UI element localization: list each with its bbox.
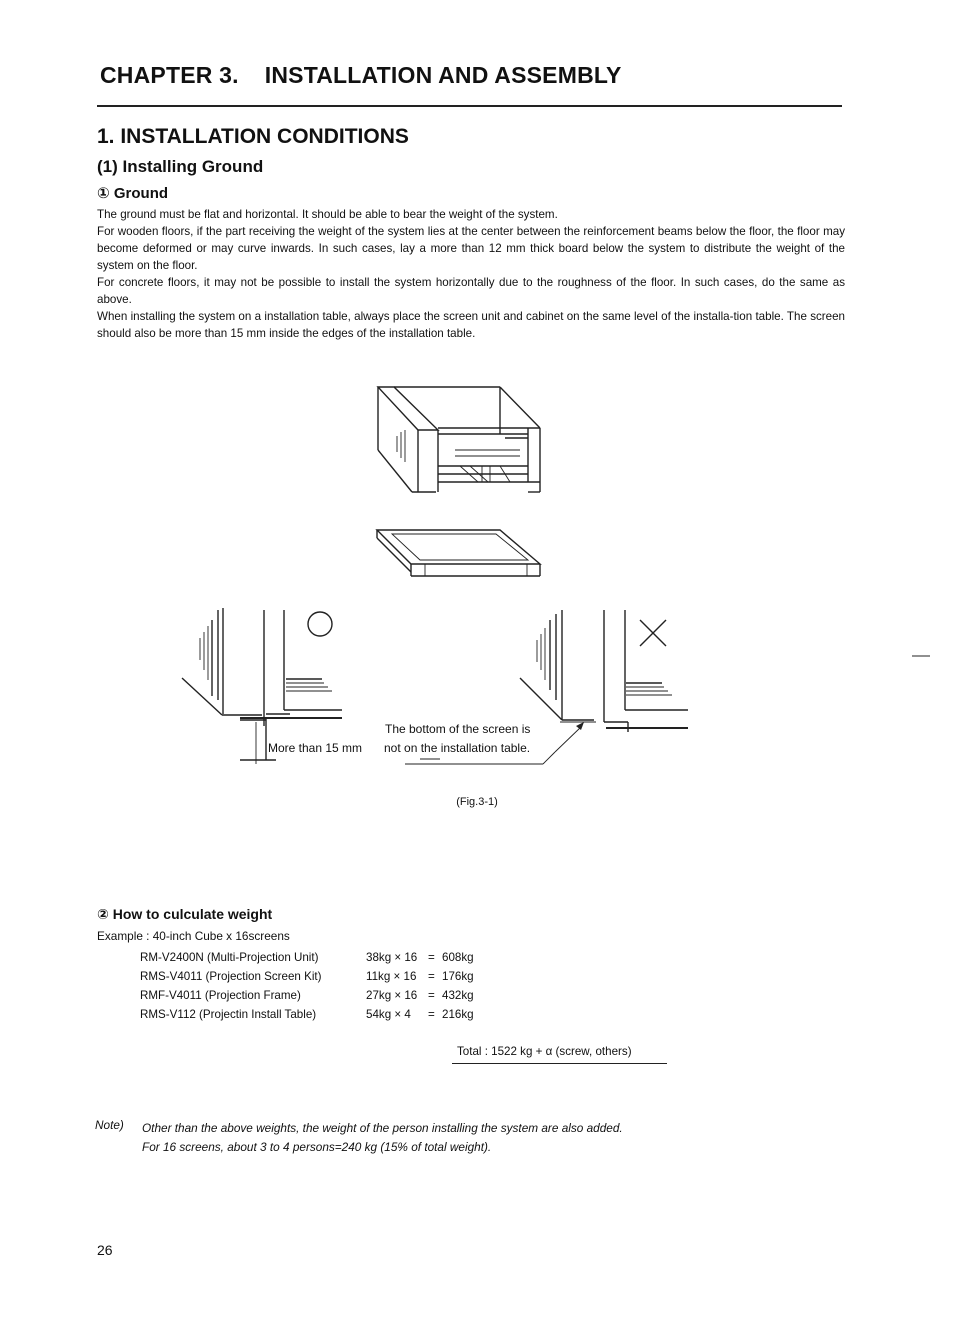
weight-item-qty: 11kg × 16 bbox=[366, 970, 417, 983]
weight-item-name: RMS-V112 (Projectin Install Table) bbox=[140, 1008, 317, 1021]
weight-calc-example: Example : 40-inch Cube x 16screens bbox=[97, 929, 290, 943]
chapter-number: CHAPTER 3. bbox=[100, 62, 239, 88]
weight-item-eq: = bbox=[428, 989, 435, 1002]
subsection-title: (1) Installing Ground bbox=[97, 157, 264, 176]
table-row bbox=[140, 948, 512, 967]
cabinet-illustration bbox=[378, 387, 540, 492]
weight-item-eq: = bbox=[428, 951, 435, 964]
table-row bbox=[140, 1005, 512, 1024]
chapter-title bbox=[100, 62, 622, 89]
weight-total-underline bbox=[452, 1063, 667, 1064]
weight-item-name: RMS-V4011 (Projection Screen Kit) bbox=[140, 970, 322, 983]
weight-item-name: RMF-V4011 (Projection Frame) bbox=[140, 989, 301, 1002]
figure-label-more-than-15mm: More than 15 mm bbox=[268, 741, 363, 755]
weight-total: Total : 1522 kg + α (screw, others) bbox=[457, 1045, 632, 1058]
page-number: 26 bbox=[97, 1242, 113, 1258]
weight-calc-title: ② How to culculate weight bbox=[97, 906, 273, 922]
weight-item-total: 608kg bbox=[442, 951, 474, 964]
ground-paragraph-2: For wooden floors, if the part receiving the weight of the system lies at the center between the reinforcement beams below the floor, the floor may become deformed or may curve inwards. In such cases, lay a more than 12 mm thick board below the system to distribute the weight of the system on the floor. bbox=[97, 225, 845, 272]
figure-caption: (Fig.3-1) bbox=[456, 796, 498, 808]
weight-table bbox=[140, 948, 512, 1024]
weight-item-total: 216kg bbox=[442, 1008, 474, 1021]
weight-item-eq: = bbox=[428, 1008, 435, 1021]
note-line-1: Other than the above weights, the weight of the person installing the system are also added. bbox=[142, 1121, 623, 1135]
table-row bbox=[140, 967, 512, 986]
weight-item-eq: = bbox=[428, 970, 435, 983]
header-divider bbox=[97, 105, 842, 107]
weight-item-qty: 54kg × 4 bbox=[366, 1008, 411, 1021]
ground-paragraph-1: The ground must be flat and horizontal. It should be able to bear the weight of the system. bbox=[97, 208, 558, 221]
figure-label-bottom-line1: The bottom of the screen is bbox=[385, 722, 531, 736]
weight-item-name: RM-V2400N (Multi-Projection Unit) bbox=[140, 951, 319, 964]
ground-paragraph-4: When installing the system on a installation table, always place the screen unit and cabinet on the same level of the installa-tion table. The screen should also be more than 15 mm inside the edges of the installation table. bbox=[97, 310, 845, 340]
weight-item-total: 176kg bbox=[442, 970, 474, 983]
section-title: 1. INSTALLATION CONDITIONS bbox=[97, 125, 409, 148]
weight-item-qty: 27kg × 16 bbox=[366, 989, 418, 1002]
chapter-name: INSTALLATION AND ASSEMBLY bbox=[264, 62, 622, 88]
note-line-2: For 16 screens, about 3 to 4 persons=240 kg (15% of total weight). bbox=[142, 1140, 492, 1154]
figure-label-bottom-line2: not on the installation table. bbox=[384, 741, 531, 755]
ground-title: ① Ground bbox=[97, 185, 169, 202]
ground-paragraph-3: For concrete floors, it may not be possible to install the system horizontally due to the roughness of the floor. In such cases, do the same as above. bbox=[97, 276, 845, 306]
weight-item-total: 432kg bbox=[442, 989, 474, 1002]
weight-item-qty: 38kg × 16 bbox=[366, 951, 418, 964]
installation-table-illustration bbox=[377, 530, 540, 576]
table-row bbox=[140, 986, 512, 1005]
note-prefix: Note) bbox=[95, 1118, 124, 1132]
